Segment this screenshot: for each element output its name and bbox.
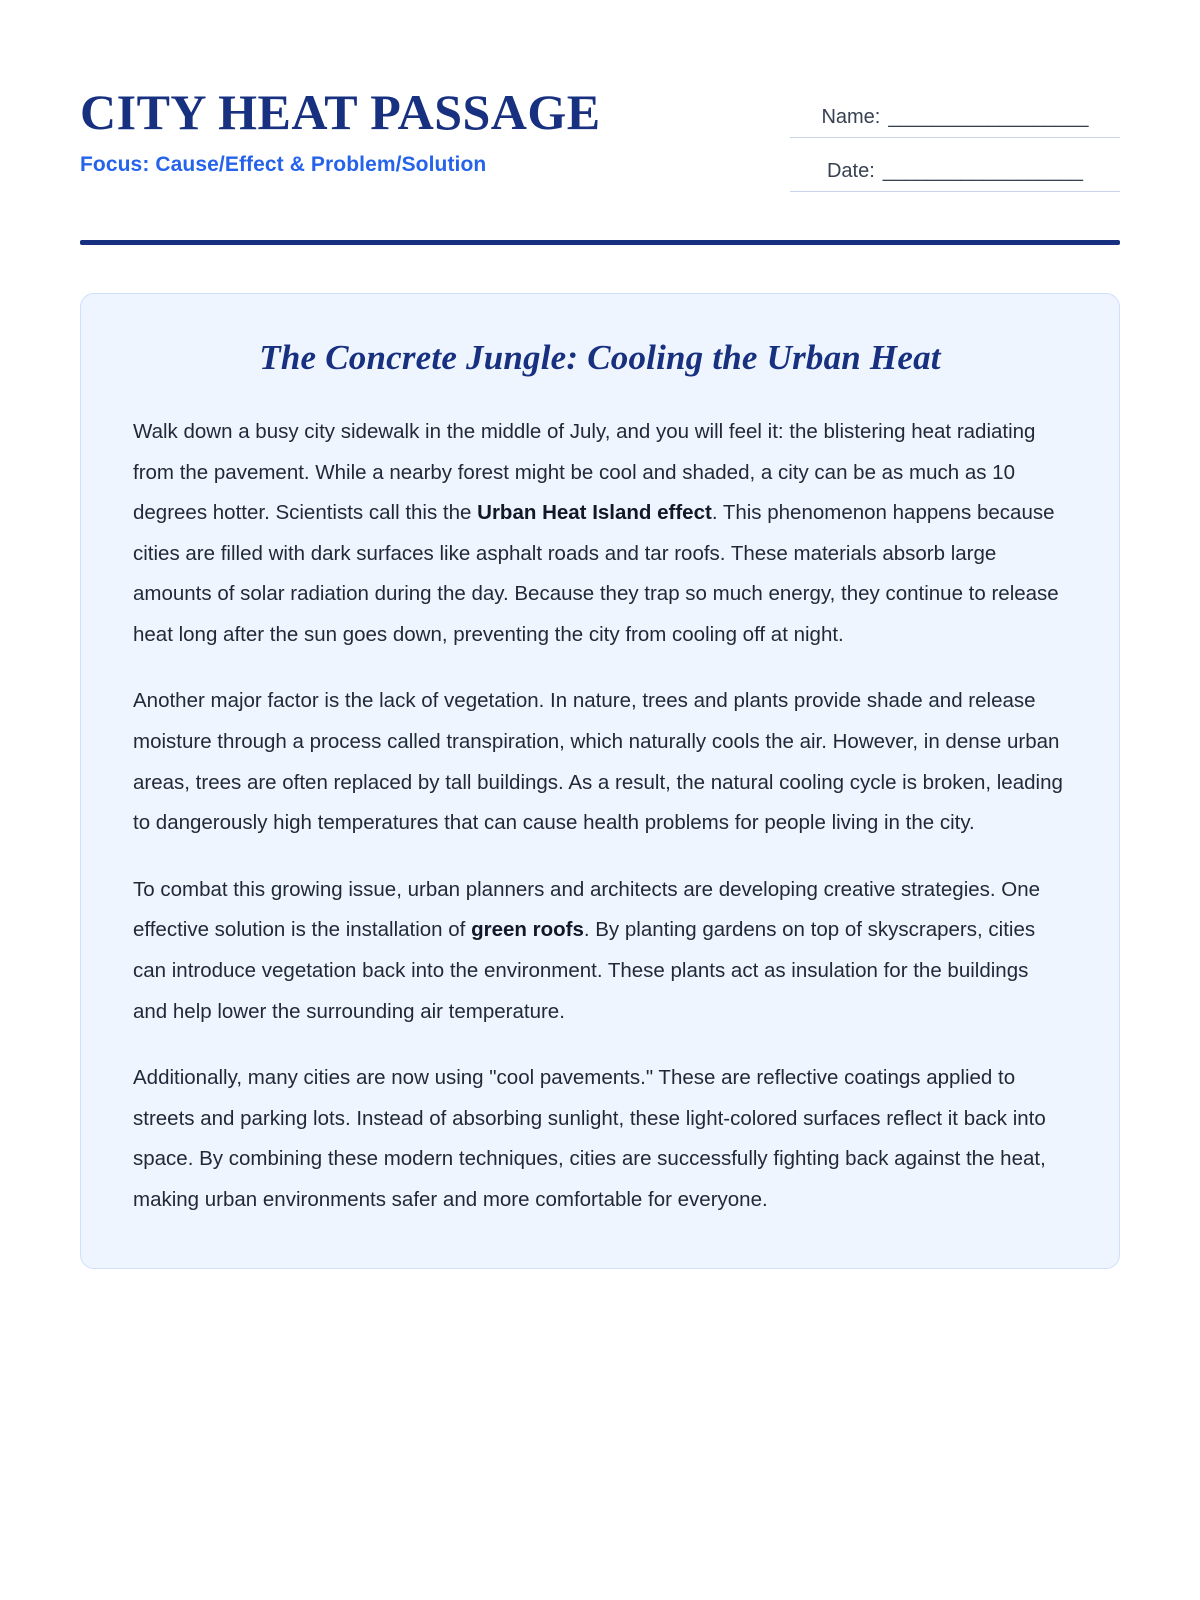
date-blank: __________________: [882, 160, 1084, 182]
date-label: Date:: [826, 160, 875, 182]
passage-body: [133, 412, 1067, 1220]
name-field[interactable]: [790, 106, 1120, 138]
name-blank: __________________: [888, 106, 1089, 128]
passage-key-term: green roofs: [471, 918, 584, 942]
worksheet-focus: Focus: Cause/Effect & Problem/Solution: [80, 152, 487, 176]
passage-paragraph: [133, 681, 1067, 843]
passage-text: Walk down a busy city sidewalk in the middle of July, and you will feel it: the blistering heat radiating from the pavement. While a nearby forest might be cool and shaded, a city can be as much as 10 degrees hotter. Scientists call this the: [133, 420, 1036, 525]
page-title: CITY HEAT PASSAGE: [80, 84, 601, 140]
passage-paragraph: [133, 1058, 1067, 1220]
student-info-fields: [790, 80, 1120, 214]
name-label: Name:: [821, 106, 881, 128]
passage-title: The Concrete Jungle: Cooling the Urban Heat: [259, 338, 941, 377]
passage-paragraph: [133, 412, 1067, 655]
passage-key-term: Urban Heat Island effect: [477, 501, 712, 525]
passage-text: . This phenomenon happens because cities are filled with dark surfaces like asphalt roads and tar roofs. These materials absorb large amounts of solar radiation during the day. Because they trap so much energy, they continue to release heat long after the sun goes down, preventing the city from cooling off at night.: [133, 501, 1059, 646]
passage-text: Another major factor is the lack of vegetation. In nature, trees and plants provide shade and release moisture through a process called transpiration, which naturally cools the air. However, in dense urban areas, trees are often replaced by tall buildings. As a result, the natural cooling cycle is broken, leading to dangerously high temperatures that can cause health problems for people living in the city.: [133, 689, 1063, 835]
passage-text: . By planting gardens on top of skyscrapers, cities can introduce vegetation back into the environment. These plants act as insulation for the buildings and help lower the surrounding air temperature.: [133, 918, 1036, 1023]
worksheet-header: [80, 60, 1120, 214]
passage-paragraph: [133, 870, 1067, 1032]
date-field[interactable]: [790, 160, 1120, 192]
passage-card: [80, 293, 1120, 1269]
header-divider: [80, 240, 1120, 245]
passage-text: Additionally, many cities are now using "cool pavements." These are reflective coatings applied to streets and parking lots. Instead of absorbing sunlight, these light-colored surfaces reflect it back into space. By combining these modern techniques, cities are successfully fighting back against the heat, making urban environments safer and more comfortable for everyone.: [133, 1066, 1046, 1211]
passage-text: To combat this growing issue, urban planners and architects are developing creative strategies. One effective solution is the installation of: [133, 877, 1041, 942]
header-left: [80, 80, 601, 177]
